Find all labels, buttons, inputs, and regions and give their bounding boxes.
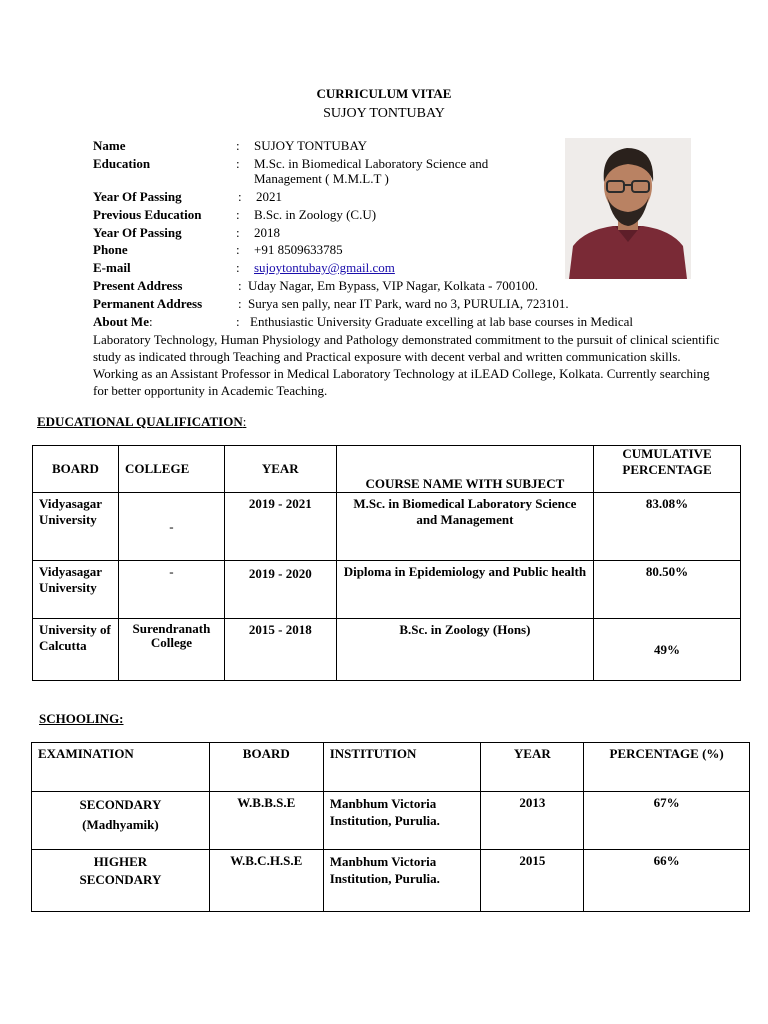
cell-percentage: 67% — [584, 792, 750, 850]
value-education: M.Sc. in Biomedical Laboratory Science and — [254, 156, 489, 171]
colon: : — [236, 207, 240, 222]
cell-year: 2019 - 2021 — [224, 493, 336, 561]
colon: : — [236, 156, 240, 171]
colon: : — [238, 296, 242, 311]
cell-percentage: 83.08% — [594, 493, 741, 561]
education-table — [32, 445, 741, 681]
colon: : — [236, 242, 240, 257]
person-portrait-icon — [565, 138, 691, 279]
cell-year: 2013 — [481, 792, 584, 850]
cell-board: W.B.B.S.E — [209, 792, 323, 850]
cell-percentage: 80.50% — [594, 561, 741, 619]
profile-photo — [565, 138, 691, 279]
cell-board: University of Calcutta — [33, 619, 119, 681]
colon: : — [236, 225, 240, 240]
cell-board: Vidyasagar University — [33, 493, 119, 561]
schooling-table — [31, 742, 750, 912]
cell-year: 2019 - 2020 — [224, 561, 336, 619]
cell-percentage: 66% — [584, 850, 750, 912]
cell-institution: Manbhum Victoria Institution, Purulia. — [323, 850, 481, 912]
label-previous-education: Previous Education — [93, 207, 202, 222]
header-board: BOARD — [209, 743, 323, 792]
cell-examination: HIGHER SECONDARY — [32, 850, 210, 912]
colon: : — [236, 138, 240, 153]
header-college: COLLEGE — [118, 446, 224, 493]
label-year-of-passing: Year Of Passing — [93, 225, 182, 240]
about-me-text: Laboratory Technology, Human Physiology and Pathology demonstrated commitment to the pursuit of clinical scientific study as indicated through Teaching and Practical exposure with decent verbal and written communication skills. Working as an Assistant Professor in Medical Laboratory Technology at iLEAD College, Kolkata. Currently searching for better opportunity in Academic Teaching. — [93, 332, 720, 398]
header-institution: INSTITUTION — [323, 743, 481, 792]
cell-year: 2015 — [481, 850, 584, 912]
value-phone: +91 8509633785 — [254, 242, 343, 257]
label-year-of-passing: Year Of Passing — [93, 189, 182, 204]
header-examination: EXAMINATION — [32, 743, 210, 792]
header-year: YEAR — [481, 743, 584, 792]
cell-college: - — [118, 493, 224, 561]
colon: : — [236, 260, 240, 275]
cell-year: 2015 - 2018 — [224, 619, 336, 681]
cell-course: M.Sc. in Biomedical Laboratory Science and Management — [336, 493, 593, 561]
table-row — [33, 561, 741, 619]
table-row — [33, 619, 741, 681]
label-present-address: Present Address — [93, 278, 183, 293]
email-link[interactable]: sujoytontubay@gmail.com — [254, 260, 395, 275]
schooling-header-row — [32, 743, 750, 792]
header-course: COURSE NAME WITH SUBJECT — [336, 446, 593, 493]
value-about-me: Enthusiastic University Graduate excelling at lab base courses in Medical — [250, 314, 634, 329]
cell-course: B.Sc. in Zoology (Hons) — [336, 619, 593, 681]
label-email: E-mail — [93, 260, 131, 275]
label-education: Education — [93, 156, 151, 171]
cell-course: Diploma in Epidemiology and Public health — [336, 561, 593, 619]
header-percentage: CUMULATIVE PERCENTAGE — [594, 446, 741, 493]
candidate-name-heading: SUJOY TONTUBAY — [323, 106, 445, 121]
label-phone: Phone — [93, 242, 128, 257]
document-title: CURRICULUM VITAE — [316, 86, 452, 101]
header-year: YEAR — [224, 446, 336, 493]
education-heading: EDUCATIONAL QUALIFICATION: — [37, 414, 247, 429]
value-year-of-passing-previous: 2018 — [254, 225, 280, 240]
label-name: Name — [93, 138, 126, 153]
value-previous-education: B.Sc. in Zoology (C.U) — [254, 207, 377, 222]
cell-board: Vidyasagar University — [33, 561, 119, 619]
colon: : — [236, 314, 240, 329]
cell-college: - — [118, 561, 224, 619]
cell-college: Surendranath College — [118, 619, 224, 681]
cell-percentage: 49% — [594, 619, 741, 681]
header-board: BOARD — [33, 446, 119, 493]
colon: : — [238, 189, 242, 204]
label-permanent-address: Permanent Address — [93, 296, 203, 311]
value-name: SUJOY TONTUBAY — [254, 138, 368, 153]
colon: : — [238, 278, 242, 293]
cell-institution: Manbhum Victoria Institution, Purulia. — [323, 792, 481, 850]
table-row — [32, 792, 750, 850]
value-permanent-address: Surya sen pally, near IT Park, ward no 3, PURULIA, 723101. — [248, 296, 569, 311]
header-percentage: PERCENTAGE (%) — [584, 743, 750, 792]
value-education-line2: Management ( M.M.L.T ) — [254, 171, 389, 186]
label-about-me: About Me: — [93, 314, 153, 329]
schooling-heading: SCHOOLING: — [39, 711, 124, 726]
value-present-address: Uday Nagar, Em Bypass, VIP Nagar, Kolkata - 700100. — [248, 278, 538, 293]
cell-examination: SECONDARY (Madhyamik) — [32, 792, 210, 850]
table-row — [33, 493, 741, 561]
table-row — [32, 850, 750, 912]
cell-board: W.B.C.H.S.E — [209, 850, 323, 912]
value-year-of-passing: 2021 — [256, 189, 282, 204]
education-header-row — [33, 446, 741, 493]
